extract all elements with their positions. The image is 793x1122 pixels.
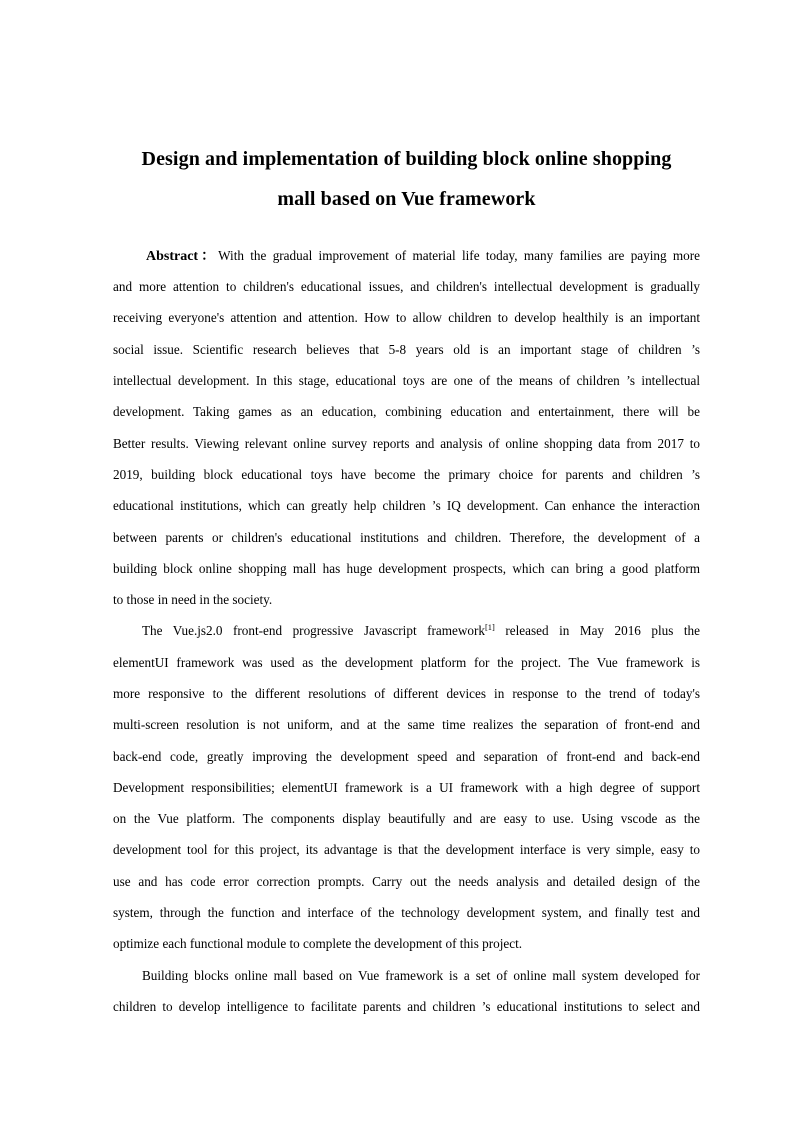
abstract-text: With the gradual improvement of material life today, many families are paying more [218,248,700,263]
paragraph-2-line-10: system, through the function and interface of the technology development system, and finally test and [113,905,700,920]
abstract-line-3: receiving everyone's attention and attention. How to allow children to develop healthily is an important [113,310,700,325]
abstract-line-6: development. Taking games as an education, combining education and entertainment, there will be [113,404,700,419]
paragraph-2-line-7: on the Vue platform. The components display beautifully and are easy to use. Using vscode as the [113,811,700,826]
abstract-line-12: to those in need in the society. [113,592,273,607]
paragraph-2-line-11: optimize each functional module to complete the development of this project. [113,936,523,951]
abstract-label: Abstract： [146,249,219,264]
abstract-line-7: Better results. Viewing relevant online survey reports and analysis of online shopping data from 2017 to [113,436,700,451]
abstract-line-5: intellectual development. In this stage, educational toys are one of the means of children ’s intellectual [113,373,700,388]
paragraph-2-line-4: multi-screen resolution is not uniform, and at the same time realizes the separation of front-end and [113,717,700,732]
citation-ref: [1] [484,622,495,632]
abstract-line-4: social issue. Scientific research believes that 5-8 years old is an important stage of children ’s [113,342,700,357]
paragraph-2-line-3: more responsive to the different resolutions of different devices in response to the trend of today's [113,686,700,701]
paragraph-2-line-6: Development responsibilities; elementUI framework is a UI framework with a high degree of support [113,780,700,795]
paragraph-2-text-after-ref: released in May 2016 plus the [494,623,700,638]
abstract-line-1 [146,246,700,267]
paragraph-2-line-1 [142,621,700,641]
paragraph-2-line-2: elementUI framework was used as the development platform for the project. The Vue framework is [113,655,700,670]
document-title-line-2: mall based on Vue framework [277,188,536,210]
paragraph-3-line-1: Building blocks online mall based on Vue framework is a set of online mall system developed for [142,968,700,983]
abstract-line-9: educational institutions, which can greatly help children ’s IQ development. Can enhance the interaction [113,498,700,513]
paragraph-2-line-5: back-end code, greatly improving the development speed and separation of front-end and back-end [113,749,700,764]
paragraph-2-line-8: development tool for this project, its advantage is that the development interface is very simple, easy to [113,842,700,857]
paragraph-3-line-2: children to develop intelligence to facilitate parents and children ’s educational institutions to select and [113,999,700,1014]
abstract-line-2: and more attention to children's educational issues, and children's intellectual development is gradually [113,279,700,294]
abstract-line-10: between parents or children's educational institutions and children. Therefore, the development of a [113,530,700,545]
document-title-line-1: Design and implementation of building block online shopping [141,148,672,170]
abstract-line-8: 2019, building block educational toys have become the primary choice for parents and children ’s [113,467,700,482]
abstract-line-11: building block online shopping mall has huge development prospects, which can bring a good platform [113,561,700,576]
paragraph-2-text-before-ref: The Vue.js2.0 front-end progressive Javascript framework [142,623,485,638]
paragraph-2-line-9: use and has code error correction prompts. Carry out the needs analysis and detailed design of the [113,874,700,889]
